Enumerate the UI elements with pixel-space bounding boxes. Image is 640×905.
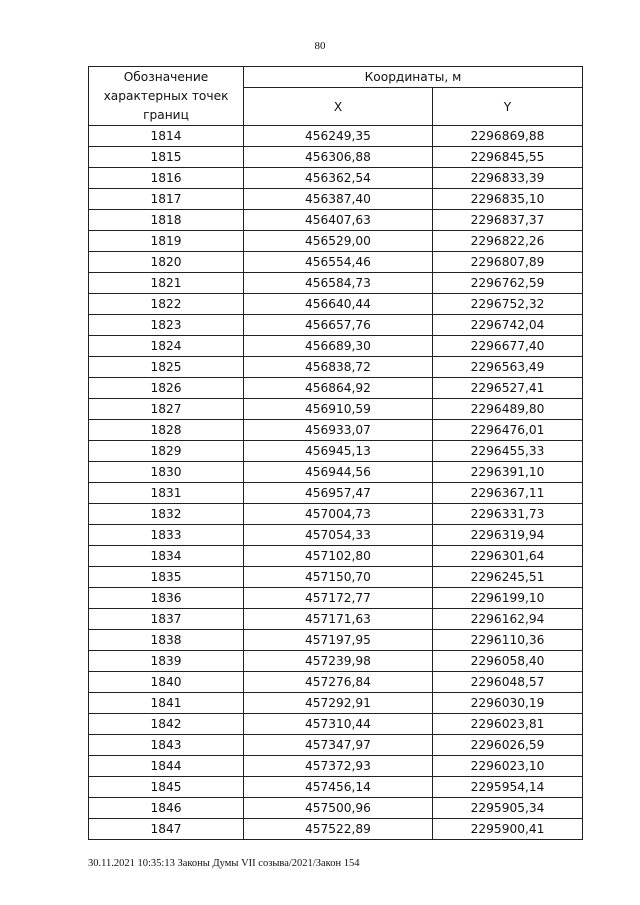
x-coordinate-cell: 457292,91 — [244, 693, 433, 714]
point-number-cell: 1832 — [89, 504, 244, 525]
y-coordinate-cell: 2296367,11 — [433, 483, 583, 504]
x-coordinate-cell: 457347,97 — [244, 735, 433, 756]
y-coordinate-cell: 2296762,59 — [433, 273, 583, 294]
table-row — [89, 126, 583, 147]
y-coordinate-cell: 2296677,40 — [433, 336, 583, 357]
point-number-cell: 1828 — [89, 420, 244, 441]
table-row — [89, 273, 583, 294]
point-number-cell: 1843 — [89, 735, 244, 756]
point-number-cell: 1833 — [89, 525, 244, 546]
point-number-cell: 1824 — [89, 336, 244, 357]
document-footer: 30.11.2021 10:35:13 Законы Думы VII созыва/2021/Закон 154 — [88, 858, 360, 869]
point-number-cell: 1818 — [89, 210, 244, 231]
y-column-header: Y — [433, 88, 583, 126]
y-coordinate-cell: 2296845,55 — [433, 147, 583, 168]
table-row — [89, 546, 583, 567]
point-number-cell: 1847 — [89, 819, 244, 840]
table-row — [89, 609, 583, 630]
table-row — [89, 231, 583, 252]
x-coordinate-cell: 456944,56 — [244, 462, 433, 483]
x-coordinate-cell: 456933,07 — [244, 420, 433, 441]
point-number-cell: 1815 — [89, 147, 244, 168]
table-row — [89, 714, 583, 735]
table-row — [89, 567, 583, 588]
point-number-cell: 1822 — [89, 294, 244, 315]
x-coordinate-cell: 457310,44 — [244, 714, 433, 735]
x-coordinate-cell: 456362,54 — [244, 168, 433, 189]
point-number-cell: 1830 — [89, 462, 244, 483]
x-coordinate-cell: 457150,70 — [244, 567, 433, 588]
point-number-cell: 1827 — [89, 399, 244, 420]
table-row — [89, 210, 583, 231]
y-coordinate-cell: 2296807,89 — [433, 252, 583, 273]
y-coordinate-cell: 2296026,59 — [433, 735, 583, 756]
table-row — [89, 420, 583, 441]
point-number-cell: 1826 — [89, 378, 244, 399]
y-coordinate-cell: 2296833,39 — [433, 168, 583, 189]
point-number-cell: 1814 — [89, 126, 244, 147]
x-coordinate-cell: 456306,88 — [244, 147, 433, 168]
x-coordinate-cell: 456584,73 — [244, 273, 433, 294]
point-number-cell: 1845 — [89, 777, 244, 798]
table-row — [89, 147, 583, 168]
x-coordinate-cell: 456407,63 — [244, 210, 433, 231]
x-coordinate-cell: 456640,44 — [244, 294, 433, 315]
x-coordinate-cell: 457102,80 — [244, 546, 433, 567]
y-coordinate-cell: 2296563,49 — [433, 357, 583, 378]
y-coordinate-cell: 2296023,10 — [433, 756, 583, 777]
x-coordinate-cell: 457172,77 — [244, 588, 433, 609]
point-number-cell: 1819 — [89, 231, 244, 252]
point-number-cell: 1844 — [89, 756, 244, 777]
x-coordinate-cell: 456249,35 — [244, 126, 433, 147]
point-number-cell: 1841 — [89, 693, 244, 714]
x-coordinate-cell: 457276,84 — [244, 672, 433, 693]
x-coordinate-cell: 457456,14 — [244, 777, 433, 798]
x-coordinate-cell: 457054,33 — [244, 525, 433, 546]
y-coordinate-cell: 2296301,64 — [433, 546, 583, 567]
point-number-cell: 1825 — [89, 357, 244, 378]
x-coordinate-cell: 457004,73 — [244, 504, 433, 525]
table-row — [89, 777, 583, 798]
table-row — [89, 672, 583, 693]
y-coordinate-cell: 2296245,51 — [433, 567, 583, 588]
table-row — [89, 189, 583, 210]
x-coordinate-cell: 456387,40 — [244, 189, 433, 210]
x-coordinate-cell: 456957,47 — [244, 483, 433, 504]
y-coordinate-cell: 2296742,04 — [433, 315, 583, 336]
y-coordinate-cell: 2296058,40 — [433, 651, 583, 672]
table-row — [89, 399, 583, 420]
point-number-cell: 1829 — [89, 441, 244, 462]
table-row — [89, 168, 583, 189]
table-row — [89, 525, 583, 546]
point-number-cell: 1817 — [89, 189, 244, 210]
point-designation-header: Обозначение характерных точек границ — [89, 67, 244, 126]
point-number-cell: 1816 — [89, 168, 244, 189]
y-coordinate-cell: 2296869,88 — [433, 126, 583, 147]
y-coordinate-cell: 2296752,32 — [433, 294, 583, 315]
y-coordinate-cell: 2295900,41 — [433, 819, 583, 840]
point-number-cell: 1838 — [89, 630, 244, 651]
table-row — [89, 735, 583, 756]
x-coordinate-cell: 456554,46 — [244, 252, 433, 273]
x-coordinate-cell: 457171,63 — [244, 609, 433, 630]
table-row — [89, 693, 583, 714]
x-coordinate-cell: 456864,92 — [244, 378, 433, 399]
table-row — [89, 756, 583, 777]
table-row — [89, 378, 583, 399]
y-coordinate-cell: 2296455,33 — [433, 441, 583, 462]
page-number: 80 — [314, 40, 326, 52]
table-row — [89, 651, 583, 672]
y-coordinate-cell: 2296489,80 — [433, 399, 583, 420]
y-coordinate-cell: 2296391,10 — [433, 462, 583, 483]
x-coordinate-cell: 456838,72 — [244, 357, 433, 378]
y-coordinate-cell: 2296331,73 — [433, 504, 583, 525]
table-row — [89, 798, 583, 819]
y-coordinate-cell: 2296110,36 — [433, 630, 583, 651]
point-number-cell: 1835 — [89, 567, 244, 588]
table-row — [89, 462, 583, 483]
table-row — [89, 630, 583, 651]
y-coordinate-cell: 2296527,41 — [433, 378, 583, 399]
point-number-cell: 1846 — [89, 798, 244, 819]
x-coordinate-cell: 457500,96 — [244, 798, 433, 819]
coordinates-header: Координаты, м — [244, 67, 583, 88]
table-body — [89, 126, 583, 840]
y-coordinate-cell: 2296835,10 — [433, 189, 583, 210]
x-coordinate-cell: 457239,98 — [244, 651, 433, 672]
y-coordinate-cell: 2296476,01 — [433, 420, 583, 441]
y-coordinate-cell: 2296199,10 — [433, 588, 583, 609]
coordinates-table — [88, 66, 583, 840]
y-coordinate-cell: 2295905,34 — [433, 798, 583, 819]
x-column-header: X — [244, 88, 433, 126]
x-coordinate-cell: 456945,13 — [244, 441, 433, 462]
point-number-cell: 1837 — [89, 609, 244, 630]
y-coordinate-cell: 2296822,26 — [433, 231, 583, 252]
x-coordinate-cell: 457522,89 — [244, 819, 433, 840]
point-number-cell: 1834 — [89, 546, 244, 567]
y-coordinate-cell: 2296319,94 — [433, 525, 583, 546]
table-row — [89, 588, 583, 609]
table-header — [89, 67, 583, 126]
point-number-cell: 1820 — [89, 252, 244, 273]
table-row — [89, 357, 583, 378]
table-row — [89, 315, 583, 336]
y-coordinate-cell: 2296023,81 — [433, 714, 583, 735]
table-row — [89, 294, 583, 315]
x-coordinate-cell: 456689,30 — [244, 336, 433, 357]
y-coordinate-cell: 2296030,19 — [433, 693, 583, 714]
table-row — [89, 819, 583, 840]
x-coordinate-cell: 457372,93 — [244, 756, 433, 777]
point-number-cell: 1842 — [89, 714, 244, 735]
x-coordinate-cell: 457197,95 — [244, 630, 433, 651]
y-coordinate-cell: 2296162,94 — [433, 609, 583, 630]
point-number-cell: 1821 — [89, 273, 244, 294]
x-coordinate-cell: 456910,59 — [244, 399, 433, 420]
point-number-cell: 1839 — [89, 651, 244, 672]
table-row — [89, 336, 583, 357]
y-coordinate-cell: 2296048,57 — [433, 672, 583, 693]
table-row — [89, 441, 583, 462]
point-number-cell: 1840 — [89, 672, 244, 693]
x-coordinate-cell: 456657,76 — [244, 315, 433, 336]
point-number-cell: 1823 — [89, 315, 244, 336]
point-number-cell: 1836 — [89, 588, 244, 609]
x-coordinate-cell: 456529,00 — [244, 231, 433, 252]
point-number-cell: 1831 — [89, 483, 244, 504]
y-coordinate-cell: 2296837,37 — [433, 210, 583, 231]
table-row — [89, 252, 583, 273]
table-row — [89, 504, 583, 525]
y-coordinate-cell: 2295954,14 — [433, 777, 583, 798]
table-row — [89, 483, 583, 504]
